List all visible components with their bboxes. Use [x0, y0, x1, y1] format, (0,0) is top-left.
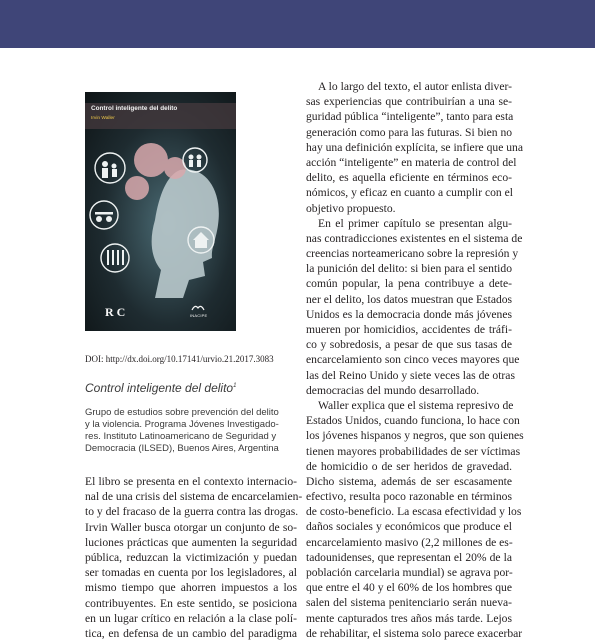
text-line: efectivo, resulta poco razonable en términos [306, 490, 512, 504]
text-line: nómicos, y eficaz en cuanto a cumplir con el [306, 186, 513, 200]
text-line: En el primer capítulo se presentan algu- [318, 216, 512, 230]
text-line: tadounidenses, que representan el 20% de la [306, 550, 512, 564]
text-line: de rehabilitar, el sistema solo parece exacerbar [306, 626, 523, 640]
text-line: luciones prácticas que aumenten la seguridad [85, 535, 297, 549]
text-line: democracias del mundo desarrollado. [306, 383, 480, 397]
text-line: nas contradicciones existentes en el sistema de [306, 231, 523, 245]
text-line: acción “inteligente” en materia de control del [306, 155, 517, 169]
footnote-marker: 1 [233, 383, 237, 389]
text-line: guridad pública “inteligente”, tanto para esta [306, 110, 514, 124]
text-line: mente capturados tres años más tarde. Lejos [306, 611, 512, 625]
cover-illustration [85, 130, 236, 300]
details-line: res. Instituto Latinoamericano de Seguridad y [85, 431, 277, 442]
text-line: A lo largo del texto, el autor enlista diver- [318, 80, 512, 93]
text-line: sas experiencias que contribuirían a una se- [306, 95, 512, 109]
text-line: la punición del delito: si bien para el sentido [306, 262, 512, 276]
book-details [85, 407, 295, 455]
prison-icon [101, 244, 129, 272]
details-line: Grupo de estudios sobre prevención del delito [85, 407, 279, 418]
text-line: hay una definición explícita, se infiere que una [306, 140, 523, 154]
text-line: población carcelaria mundial) se agrava por- [306, 566, 513, 579]
family-icon [95, 153, 125, 183]
text-line: ser tomadas en cuenta por los legisladores, al [85, 566, 297, 580]
text-line: generación como para las futuras. Si bien no [306, 125, 513, 139]
details-line: Democracia (ILSED), Buenos Aires, Argentina [85, 443, 279, 454]
text-line: encarcelamiento masivo (2,2 millones de es- [306, 535, 513, 549]
publisher-logo-right: INACIPE [190, 313, 208, 318]
text-line: salen del sistema penitenciario serán nueva- [306, 596, 512, 610]
text-line: Waller explica que el sistema represivo de [318, 398, 514, 412]
text-line: Dicho sistema, además de ser escasamente [306, 474, 512, 488]
body-column-left [85, 474, 303, 641]
text-line: mismo tiempo que ahorren impuestos a los [85, 581, 297, 595]
people-icon [183, 148, 207, 172]
text-line: de homicidio o de ser heridos de gravedad. [306, 459, 512, 473]
text-line: co y sobredosis, a pesar de que sus tasas de [306, 338, 512, 352]
head-profile-icon [152, 169, 219, 298]
publisher-logo-left: R C [105, 305, 126, 319]
text-line: mueren por homicidios, accidentes de tráfi- [306, 323, 512, 336]
book-cover [85, 92, 236, 331]
text-line: ner el delito, los datos muestran que Estados [306, 292, 513, 306]
text-line: creencias norteamericano sobre la represión y [306, 247, 519, 261]
cover-title-bar [85, 103, 236, 129]
header-band [0, 0, 595, 48]
text-line: de costo-beneficio. La escasa efectividad y los [306, 505, 522, 519]
text-line: daños sociales y económicos que produce el [306, 520, 512, 534]
cover-author: Irvin Waller [91, 116, 115, 121]
body-column-right [306, 79, 524, 641]
text-line: delito, es aquella eficiente en términos eco- [306, 171, 512, 185]
text-line: Unidos es la democracia donde más jóvenes [306, 307, 512, 321]
text-line: pública, reduzcan la victimización y puedan [85, 550, 297, 564]
publisher-emblem-icon [191, 303, 205, 312]
text-line: contribuyentes. En este sentido, se posiciona [85, 596, 297, 610]
text-line: en un lugar crítico en relación a la clase polí- [85, 611, 297, 625]
cover-title: Control inteligente del delito [91, 105, 178, 112]
text-line: común popular, la pena contribuye a dete- [306, 277, 512, 291]
text-line: nal de una crisis del sistema de encarcelamien- [85, 490, 303, 504]
text-line: tienen mayores probabilidades de ser víctimas [306, 444, 521, 458]
text-line: Estados Unidos, cuando funciona, lo hace con [306, 414, 520, 428]
text-line: las del Reino Unido y siete veces las de otras [306, 368, 515, 382]
handcuffs-icon [90, 201, 118, 229]
text-line: to y del fracaso de la guerra contra las drogas. [85, 505, 299, 519]
book-title [85, 381, 236, 395]
text-line: Irvin Waller busca otorgar un conjunto de so- [85, 520, 297, 534]
text-line: los jóvenes hispanos y negros, que son quienes [306, 429, 524, 443]
doi-link[interactable]: DOI: http://dx.doi.org/10.17141/urvio.21.2017.3083 [85, 354, 274, 364]
book-title-text: Control inteligente del delito [85, 381, 234, 395]
details-line: y la violencia. Programa Jóvenes Investigado- [85, 419, 279, 430]
text-line: El libro se presenta en el contexto internacio- [85, 475, 297, 488]
text-line: que entre el 40 y el 60% de los hombres que [306, 581, 512, 595]
text-line: tica, en defensa de un cambio del paradigma [85, 626, 297, 640]
text-line: objetivo propuesto. [306, 201, 396, 215]
text-line: encarcelamiento son cinco veces mayores que [306, 353, 520, 367]
